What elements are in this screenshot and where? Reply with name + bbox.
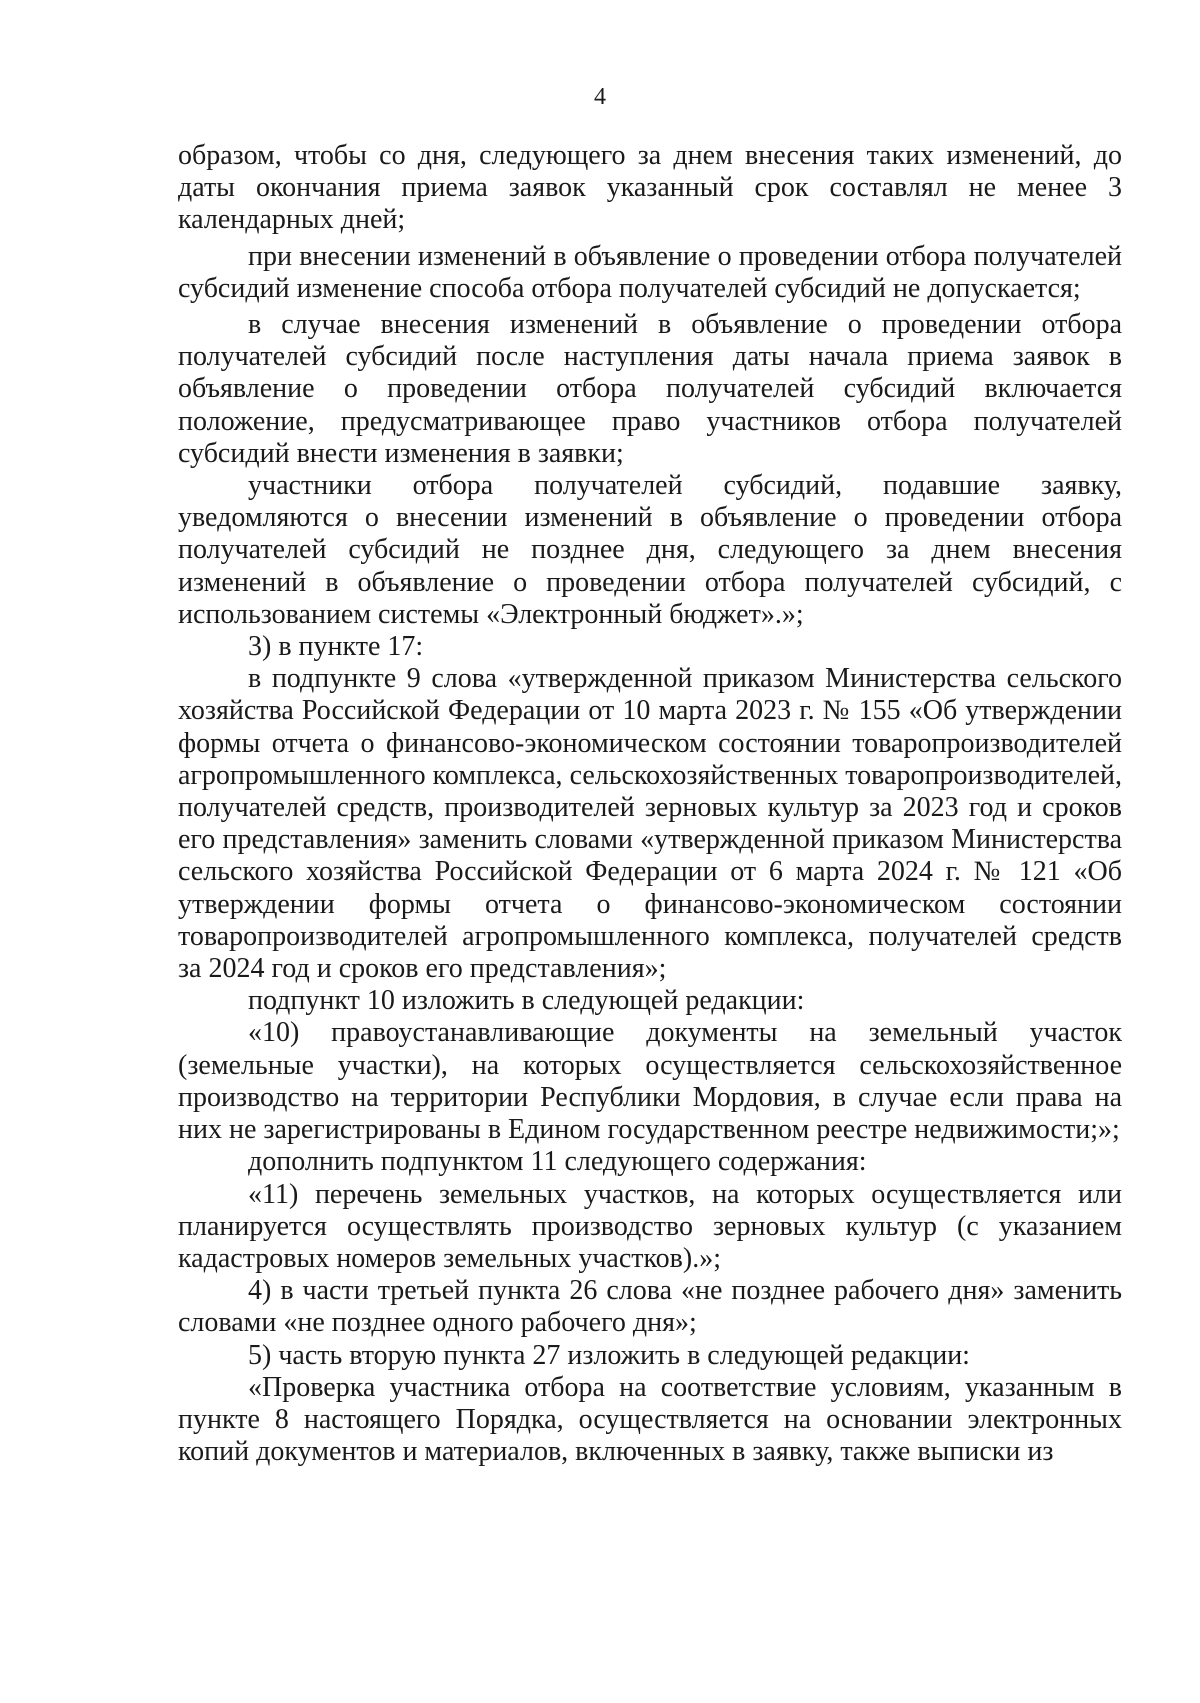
paragraph: 3) в пункте 17: bbox=[248, 631, 424, 663]
paragraph: подпункт 10 изложить в следующей редакции: bbox=[248, 985, 805, 1017]
paragraph: «11) перечень земельных участков, на которых осуществляется или планируется осуществлять производство зерновых культур (с указанием кадастровых номеров земельных участков).»; bbox=[178, 1178, 1122, 1274]
paragraph: в подпункте 9 слова «утвержденной приказом Министерства сельского хозяйства Российской Федерации от 10 марта 2023 г. № 155 «Об утверждении формы отчета о финансово-экономическом состоянии товаропроизводителей агропромышленного комплекса, сельскохозяйственных товаропроизводителей, получателей средств, производителей зерновых культур за 2023 год и сроков его представления» заменить словами «утвержденной приказом Министерства сельского хозяйства Российской Федерации от 6 марта 2024 г. № 121 «Об утверждении формы отчета о финансово-экономическом состоянии товаропроизводителей агропромышленного комплекса, получателей средств за 2024 год и сроков его представления»; bbox=[178, 663, 1122, 985]
paragraph: образом, чтобы со дня, следующего за днем внесения таких изменений, до даты окончания приема заявок указанный срок составлял не менее 3 календарных дней; bbox=[178, 140, 1122, 236]
paragraph: дополнить подпунктом 11 следующего содержания: bbox=[248, 1146, 867, 1178]
paragraph: участники отбора получателей субсидий, подавшие заявку, уведомляются о внесении изменений в объявление о проведении отбора получателей субсидий не позднее дня, следующего за днем внесения изменений в объявление о проведении отбора получателей субсидий, с использованием системы «Электронный бюджет».»; bbox=[178, 470, 1122, 630]
paragraph: 4) в части третьей пункта 26 слова «не позднее рабочего дня» заменить словами «не позднее одного рабочего дня»; bbox=[178, 1275, 1122, 1339]
paragraph: в случае внесения изменений в объявление о проведении отбора получателей субсидий после наступления даты начала приема заявок в объявление о проведении отбора получателей субсидий включается положение, предусматривающее право участников отбора получателей субсидий внести изменения в заявки; bbox=[178, 309, 1122, 469]
paragraph: 5) часть вторую пункта 27 изложить в следующей редакции: bbox=[248, 1339, 970, 1371]
page-number: 4 bbox=[594, 84, 606, 110]
document-body bbox=[178, 140, 1122, 1468]
paragraph: «10) правоустанавливающие документы на земельный участок (земельные участки), на которых осуществляется сельскохозяйственное производство на территории Республики Мордовия, в случае если права на них не зарегистрированы в Едином государственном реестре недвижимости;»; bbox=[178, 1017, 1122, 1146]
paragraph: при внесении изменений в объявление о проведении отбора получателей субсидий изменение способа отбора получателей субсидий не допускается; bbox=[178, 240, 1122, 304]
paragraph: «Проверка участника отбора на соответствие условиям, указанным в пункте 8 настоящего Порядка, осуществляется на основании электронных копий документов и материалов, включенных в заявку, также выписки из bbox=[178, 1371, 1122, 1468]
